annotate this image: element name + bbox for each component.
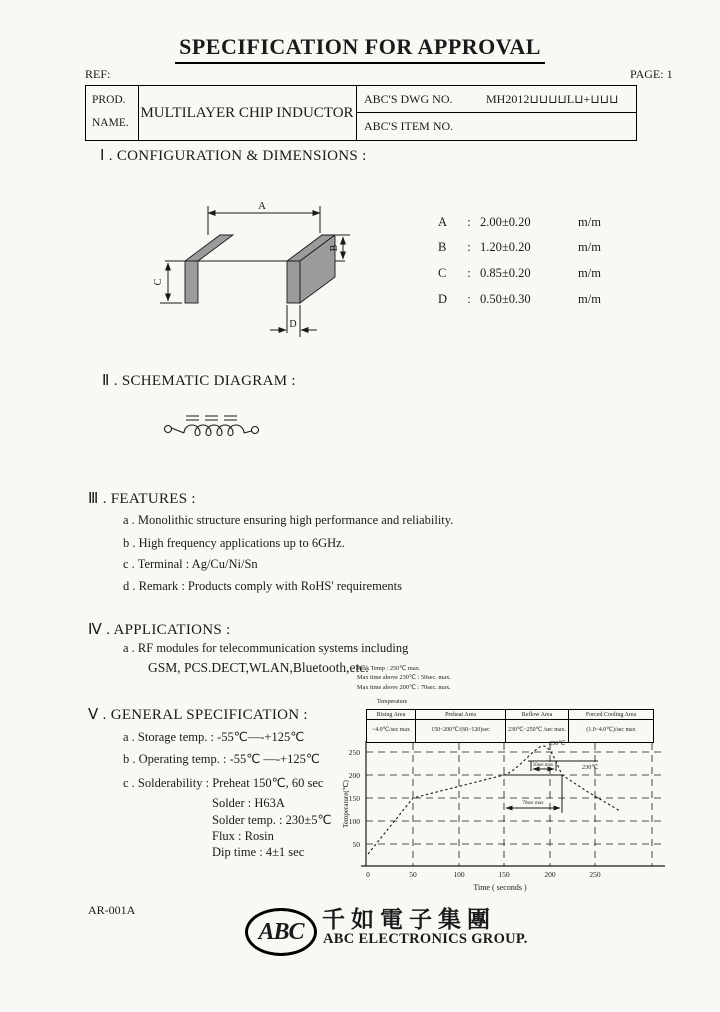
- x-tick-label: 200: [544, 870, 556, 879]
- zone-header: Forced Cooling Area: [569, 710, 653, 720]
- zone-header: Reflow Area: [506, 710, 569, 720]
- dim-a-label: A: [258, 200, 266, 212]
- section3-heading: Ⅲ . FEATURES :: [88, 491, 196, 507]
- x-tick-label: 0: [366, 870, 370, 879]
- title-row: [0, 34, 720, 64]
- zone-header: Preheat Area: [416, 710, 506, 720]
- dim-sep: :: [467, 266, 471, 280]
- x-tick-label: 250: [589, 870, 601, 879]
- reflow-note: Max time above 200℃ : 70sec. max.: [357, 683, 451, 691]
- left-terminal-front: [185, 261, 198, 303]
- coil-winding: [184, 425, 244, 436]
- general-sub-item: Solder temp. : 230±5℃: [212, 813, 332, 827]
- ref-label: REF:: [85, 67, 111, 81]
- dim-unit: m/m: [578, 266, 601, 280]
- left-terminal-top: [185, 235, 233, 261]
- dim-value: 0.50±0.30: [480, 292, 531, 306]
- y-tick-label: 150: [348, 794, 360, 803]
- reflow-note: Peak Temp : 250℃ max.: [357, 665, 421, 672]
- reflow-notes: [357, 664, 451, 692]
- dim-value: 2.00±0.20: [480, 215, 531, 229]
- section2-heading: Ⅱ . SCHEMATIC DIAGRAM :: [102, 373, 296, 389]
- dim-value: 1.20±0.20: [480, 240, 531, 254]
- dim-b-label: B: [329, 244, 340, 252]
- prod-name-label: [92, 89, 129, 135]
- general-item: c . Solderability : Preheat 150℃, 60 sec: [123, 776, 324, 790]
- dim-unit: m/m: [578, 292, 601, 306]
- x-axis-title: Time ( seconds ): [473, 883, 527, 892]
- company-name-chinese: 千如電子集團: [322, 907, 496, 933]
- x-tick-label: 50: [409, 870, 417, 879]
- profile-curve: [368, 746, 620, 854]
- peak-temp-annotation: 250℃: [549, 740, 566, 747]
- chip-dimension-figure: [140, 185, 380, 345]
- product-name: MULTILAYER CHIP INDUCTOR: [140, 104, 354, 121]
- section4-heading: Ⅳ . APPLICATIONS :: [88, 622, 231, 638]
- inductor-schematic: [150, 403, 270, 448]
- right-terminal-front: [287, 261, 300, 303]
- table-divider: [356, 112, 636, 113]
- time-230-annotation: 50sec max: [532, 763, 554, 768]
- dim-row-c: [420, 266, 630, 281]
- application-item-systems: GSM, PCS.DECT,WLAN,Bluetooth,etc.: [148, 660, 369, 675]
- y-tick-label: 100: [348, 817, 360, 826]
- temp-230-annotation: 230℃: [582, 764, 599, 771]
- general-item: b . Operating temp. : -55℃ —-+125℃: [123, 752, 320, 766]
- reflow-note: Max time above 230℃ : 50sec. max.: [357, 674, 451, 682]
- form-code: AR-001A: [88, 903, 136, 917]
- feature-item: b . High frequency applications up to 6GHz.: [123, 536, 345, 550]
- general-item: a . Storage temp. : -55℃—-+125℃: [123, 730, 305, 744]
- abc-logo: [245, 908, 317, 956]
- dim-row-b: [420, 240, 630, 255]
- zone-header: Rising Area: [367, 710, 416, 720]
- dim-sep: :: [467, 240, 471, 254]
- feature-item: a . Monolithic structure ensuring high performance and reliability.: [123, 513, 454, 527]
- zone-value: (1.0~4.0℃)/sec max: [586, 727, 636, 734]
- y-axis-title: Temperature(℃): [342, 780, 350, 828]
- dim-unit: m/m: [578, 240, 601, 254]
- general-sub-item: Flux : Rosin: [212, 829, 274, 843]
- abc-logo-text: ABC: [258, 918, 304, 945]
- page-title: SPECIFICATION FOR APPROVAL: [175, 34, 545, 64]
- left-terminal-node: [165, 426, 172, 433]
- item-no-label: ABC'S ITEM NO.: [364, 119, 454, 133]
- x-tick-label: 150: [498, 870, 510, 879]
- dim-letter: A: [438, 215, 448, 229]
- dwg-no-value: MH2012⊔⊔⊔⊔L⊔+⊔⊔⊔: [486, 92, 619, 106]
- y-tick-label: 50: [352, 840, 360, 849]
- reflow-profile-chart: [338, 736, 674, 898]
- y-tick-label: 200: [348, 771, 360, 780]
- general-sub-item: Dip time : 4±1 sec: [212, 845, 305, 859]
- dim-letter: B: [438, 240, 447, 254]
- section1-heading: Ⅰ . CONFIGURATION & DIMENSIONS :: [100, 148, 367, 164]
- page-number-label: PAGE: 1: [630, 67, 673, 81]
- table-divider: [356, 86, 357, 140]
- dim-c-label: C: [153, 278, 164, 286]
- general-sub-item: Solder : H63A: [212, 796, 285, 810]
- y-tick-label: 250: [348, 748, 360, 757]
- application-item: a . RF modules for telecommunication systems including: [123, 641, 409, 655]
- prod-label-line1: PROD.: [92, 94, 126, 106]
- time-200-annotation: 70sec max: [522, 801, 544, 806]
- dim-sep: :: [467, 215, 471, 229]
- company-name-english: ABC ELECTRONICS GROUP.: [323, 931, 528, 947]
- zone-value: ~4.0℃/sec max: [367, 720, 416, 742]
- product-header-table: [85, 85, 637, 141]
- dim-row-a: [420, 215, 630, 230]
- dim-sep: :: [467, 292, 471, 306]
- dim-letter: C: [438, 266, 447, 280]
- x-tick-label: 100: [453, 870, 465, 879]
- dwg-no-label: ABC'S DWG NO.: [364, 92, 453, 106]
- zone-value: 230℃~250℃ /sec max.: [506, 720, 569, 742]
- section5-heading: Ⅴ . GENERAL SPECIFICATION :: [88, 707, 308, 723]
- zone-value: 150~200℃/(60~120)sec: [416, 720, 506, 742]
- dim-row-d: [420, 292, 630, 307]
- prod-label-line2: NAME.: [92, 117, 129, 129]
- feature-item: d . Remark : Products comply with RoHS' requirements: [123, 579, 402, 593]
- dim-d-label: D: [289, 319, 297, 330]
- dim-letter: D: [438, 292, 448, 306]
- dim-value: 0.85±0.20: [480, 266, 531, 280]
- right-terminal-node: [252, 427, 259, 434]
- temperature-caption: Temperature: [377, 699, 408, 705]
- dim-unit: m/m: [578, 215, 601, 229]
- feature-item: c . Terminal : Ag/Cu/Ni/Sn: [123, 557, 258, 571]
